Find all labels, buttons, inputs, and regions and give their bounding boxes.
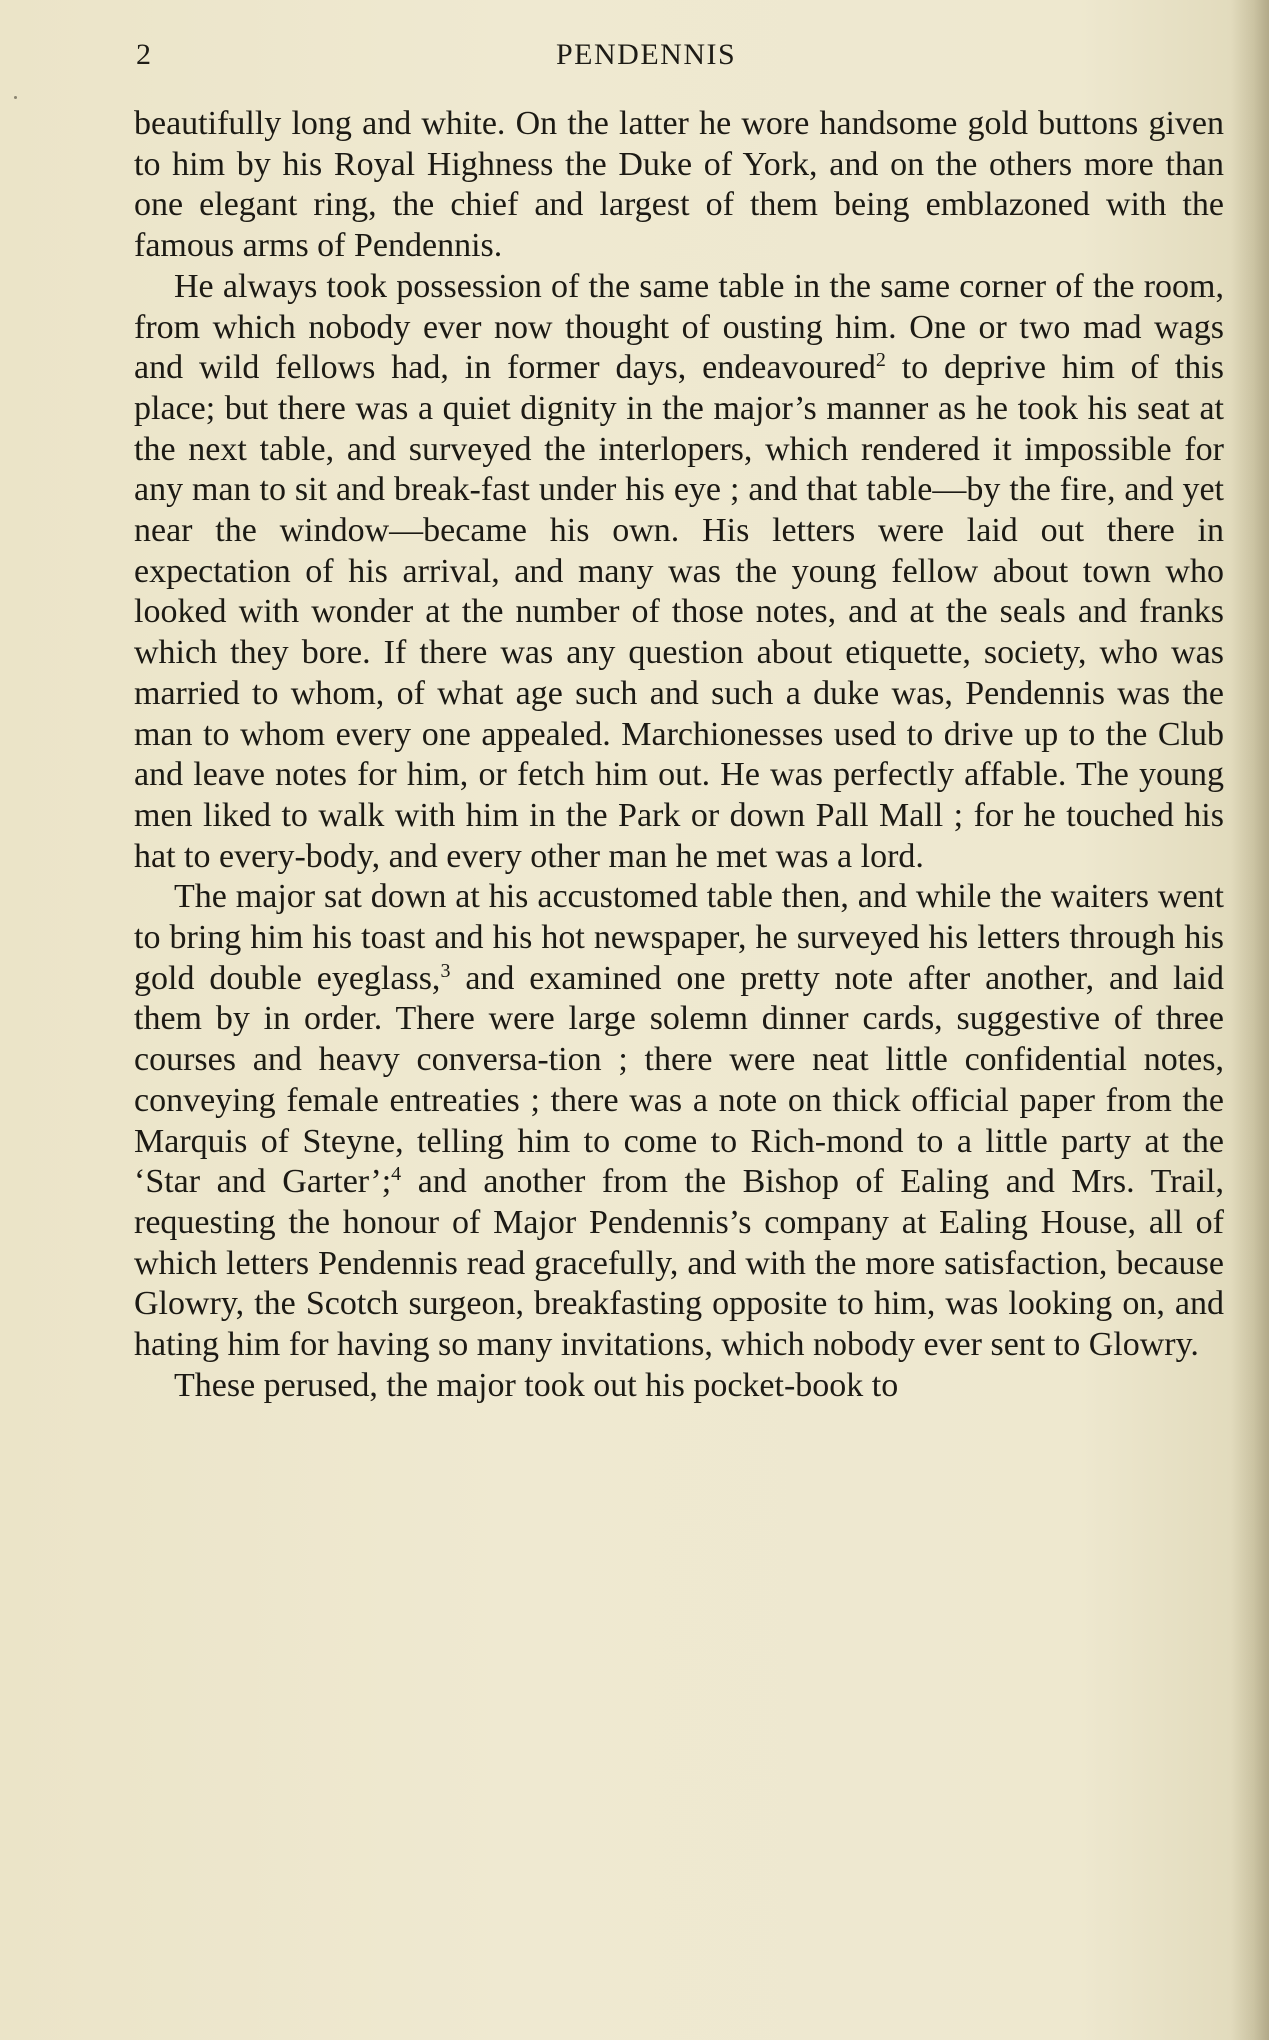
paragraph-text: beautifully long and white. On the latter he wore handsome gold buttons given to him by his Royal Highness the Duke of York, and on the others more than one elegant ring, the chief and largest of them being emblazoned with the famous arms of Pendennis. [134, 105, 1224, 265]
paragraph [134, 1366, 1224, 1407]
page-header [136, 38, 1226, 78]
paragraph-text: He always took possession of the same table in the same corner of the room, from which nobody ever now thought of ousting him. One or two mad wags and wild fellows had, in former days, endeavoured [134, 267, 1224, 387]
paragraph [134, 877, 1224, 1365]
paragraph-text: and examined one pretty note after another, and laid them by in order. There were large solemn dinner cards, suggestive of three courses and heavy conversa-tion ; there were neat little confidential notes, conveying female entreaties ; there was a note on thick official paper from the Marquis of Steyne, telling him to come to Rich-mond to a little party at the ‘Star and Garter’; [134, 959, 1225, 1201]
page-number: 2 [136, 38, 152, 71]
paragraph-text: These perused, the major took out his pocket-book to [174, 1366, 899, 1404]
paragraph [134, 104, 1224, 267]
paper-speck [14, 96, 17, 99]
footnote-marker: 4 [391, 1163, 402, 1186]
footnote-marker: 3 [440, 959, 451, 982]
running-head: PENDENNIS [556, 38, 737, 71]
paragraph-text: The major sat down at his accustomed table then, and while the waiters went to bring him his toast and his hot newspaper, he surveyed his letters through his gold double eyeglass, [134, 878, 1224, 997]
footnote-marker: 2 [875, 349, 886, 372]
body-text [134, 104, 1224, 1407]
paragraph [134, 267, 1224, 878]
paragraph-text: to deprive him of this place; but there was a quiet dignity in the major’s manner as he took his seat at the next table, and surveyed the interlopers, which rendered it impossible for any man to sit and break-fast under his eye ; and that table—by the fire, and yet near the window—became his own. His letters were laid out there in expectation of his arrival, and many was the young fellow about town who looked with wonder at the number of those notes, and at the seals and franks which they bore. If there was any question about etiquette, society, who was married to whom, of what age such and such a duke was, Pendennis was the man to whom every one appealed. Marchionesses used to drive up to the Club and leave notes for him, or fetch him out. He was perfectly affable. The young men liked to walk with him in the Park or down Pall Mall ; for he touched his hat to every-body, and every other man he met was a lord. [134, 349, 1224, 875]
paragraph-text: and another from the Bishop of Ealing and Mrs. Trail, requesting the honour of Major Pendennis’s company at Ealing House, all of which letters Pendennis read gracefully, and with the more satisfaction, because Glowry, the Scotch surgeon, breakfasting opposite to him, was looking on, and hating him for having so many invitations, which nobody ever sent to Glowry. [134, 1163, 1224, 1364]
page-edge-shadow [1231, 0, 1269, 2040]
